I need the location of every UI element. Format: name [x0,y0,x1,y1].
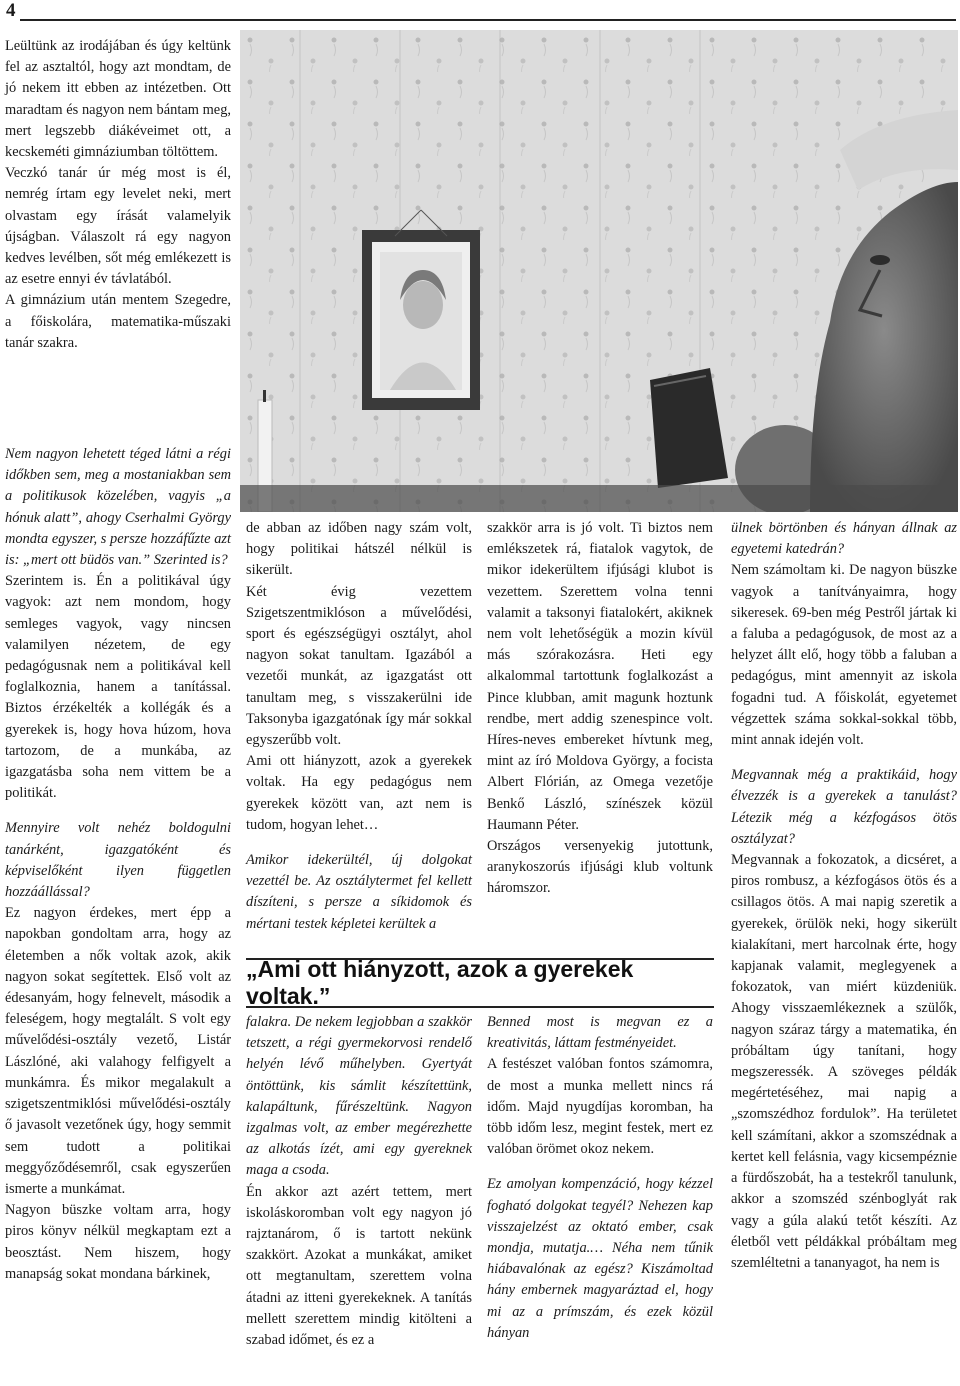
page-number: 4 [6,0,16,21]
paragraph: Megvannak a fokozatok, a dicséret, a piros rombusz, a kézfogásos ötös és a csillagos ötös. A mai napig szeretik a gyerekek, örülök neki, hogy sikerült kialakítani, mert harcolnak érte, hogy kapjanak valamit, meglegyenek a fokozatok, van miért küzdeniük. Ahogy visszaemlékeznek a szülők, nagyon száraz tárgy a matematika, én próbáltam úgy tanítani, hogy megszeressék. A szöveges példák megértetéséhez, mai napig a „szomszédhoz fordulok”. Ha területet kell számítani, akkor a szomszédnak a kertet kell felásnia, vagy kicsempéznie a fürdőszobát, ha a testekről tanulunk, akkor a szomszéd szénboglyát rak vagy a gúla alakú tetőt készíti. Az életből vett példákkal próbáltam meg szemléltetni a tananyagot, ha nem is [731,852,957,1271]
paragraph: Országos versenyekig jutottunk, aranykoszorús ifjúsági klub voltunk háromszor. [487,838,713,897]
interview-question: Ez amolyan kompenzáció, hogy kézzel fogható dolgokat tegyél? Nehezen kap visszajelzést az oktató ember, csak mondja, mutatja.… Néha nem tűnik hiábavalónak az egész? Kiszámoltad hány embernek magyaráztad el, hogy mi az a prímszám, és ezek közül hányan [487,1176,713,1341]
paragraph: Két évig vezettem Szigetszentmiklóson a művelődési, sport és egészségügyi osztályt, ahol nagyon sokat tanultam. Igazából a vezetői munkát, az igazgatást ott tanultam meg, s visszakerülni ide Taksonyba igazgatónak így már sokkal egyszerűbb volt. [246,583,472,749]
photo-illustration [240,30,958,512]
column-2-top [246,518,472,935]
paragraph: Én akkor azt azért tettem, mert iskoláskoromban volt egy nagyon jó rajztanárom, ő is tartott nekünk szakkört. Azokat a munkákat, amiket ott megtanultam, szerettem volna átadni az itteni gyerekeknek. A tanítás mellett szerettem mindig kitölteni a szabad időmet, és ez a [246,1183,472,1349]
interview-question: ülnek börtönben és hányan állnak az egyetemi katedrán? [731,520,957,558]
column-4 [731,518,957,1274]
interview-question: Amikor idekerültél, új dolgokat vezettél be. Az osztálytermet fel kellett díszíteni, s persze a síkidomok és mértani testek képletei kerültek a [246,852,472,932]
paragraph: A gimnázium után mentem Szegedre, a főiskolára, matematika-műszaki tanár szakra. [5,292,231,351]
paragraph: falakra. De nekem legjobban a szakkör tetszett, a régi gyermekorvosi rendelő helyén lévő műhelyben. Gyertyát öntöttünk, kis sámlit készítettünk, kalapáltunk, fűrészeltünk. Nagyon izgalmas volt, az ember megérezhette az alkotás ízét, ami egy gyereknek maga a csoda. [246,1014,472,1179]
interview-photo [240,30,958,512]
column-2-bottom [246,1012,472,1351]
paragraph: szakkör arra is jó volt. Ti biztos nem emlékszetek rá, fiatalok vagytok, de mikor idekerültem ifjúsági klubot is vezettem. Szerettem volna tenni valamit a taksonyi fiatalokért, akiknek nem volt lehetőségük a mozin kívül más szórakozásra. Heti egy alkalommal tartottunk foglalkozást a Pince klubban, amit magunk hoztunk rendbe, mert addig szenespince volt. Híres-neves embereket hívtunk meg, mint az író Moldova György, a focista Albert Flórián, az Omega vezetője Benkő László, színészek közül Haumann Péter. [487,520,713,833]
paragraph: Leültünk az irodájában és úgy keltünk fel az asztaltól, hogy azt mondtam, de jó nekem itt ebben az intézetben. Ott maradtam és nagyon nem bántam meg, mert legszebb diákéveimet ott, a kecskeméti gimnáziumban töltöttem. [5,38,231,161]
header-rule [20,19,956,21]
interview-question: Nem nagyon lehetett téged látni a régi időkben sem, meg a mostaniakban sem a politikusok közelében, vagyis „a hónuk alatt”, ahogy Cserhalmi György mondta egyszer, s persze hozzáfűzte azt is: „mert ott büdös van.” Szerinted is? [5,446,231,569]
column-3-bottom [487,1012,713,1344]
column-3-top [487,518,713,900]
paragraph: Nem számoltam ki. De nagyon büszke vagyok a tanítványaimra, hogy sikeresek. 69-ben még Pestről jártak ki a faluba a pedagógusok, de most az a helyzet állt elő, hogy több a faluban a pedagógus, mint amennyit az iskola fogadni tud. A főiskolát, egyetemet végzettek száma sokkal-sokkal több, mint annak idején volt. [731,562,957,749]
paragraph: Ami ott hiányzott, azok a gyerekek voltak. Ha egy pedagógus nem gyerekek között van, azt nem is tudom, hogyan lehet… [246,753,472,833]
column-1-top [5,36,231,354]
interview-question: Mennyire volt nehéz boldogulni tanárként, igazgatóként és képviselőként ilyen független hozzáállással? [5,820,231,901]
column-1-bottom [5,444,231,1285]
interview-question: Megvannak még a praktikáid, hogy élvezzék is a gyerekek a tanulást? Létezik még a kézfogásos ötös osztályzat? [731,767,957,847]
interview-question: Benned most is megvan ez a kreativitás, láttam festményeidet. [487,1014,713,1052]
paragraph: Nagyon büszke voltam arra, hogy piros könyv nélkül megkaptam ezt a beosztást. Nem hiszem, hogy manapság sokat mondana bárkinek, [5,1202,231,1282]
paragraph: A festészet valóban fontos számomra, de most a munka mellett nincs rá időm. Majd nyugdíjas koromban, ha több időm lesz, megint festek, mert ez valóban örömet okoz nekem. [487,1056,713,1158]
paragraph: Ez nagyon érdekes, mert épp a napokban gondoltam arra, hogy az életemben a nők voltak azok, akik nagyon sokat segítettek. Első volt az édesanyám, hogy felnevelt, második a feleségem, hogy megtalált. S volt egy művelődési-osztály vezető, Listár Lászlóné, aki valahogy felfigyelt a munkámra. És mikor megalakult a szigetszentmiklósi művelődési-osztály ő javasolt vezetőnek úgy, hogy semmit sem tudott a politikai meggyőződésemről, csak egyszerűen ismerte a munkámat. [5,905,231,1197]
paragraph: Veczkó tanár úr még most is él, nemrég írtam egy levelet neki, mert olvastam egy írását valamelyik újságban. Válaszolt rá egy nagyon kedves levélben, sőt még emlékezett is az esetre ennyi év távlatából. [5,165,231,288]
paragraph: Szerintem is. Én a politikával úgy vagyok: azt nem mondom, hogy semleges vagyok, vagy nincsen valamilyen nézetem, de egy pedagógusnak nem a politikával kell foglalkoznia, hanem a tanítással. Biztos érzékelték a kollégák és a gyerekek is, hogy hova húzom, hova tartozom, de a munkába, az igazgatásba soha nem vittem be a politikát. [5,573,231,802]
paragraph: de abban az időben nagy szám volt, hogy politikai hátszél nélkül is sikerült. [246,520,472,579]
pull-quote: „Ami ott hiányzott, azok a gyerekek voltak.” [246,958,714,1008]
